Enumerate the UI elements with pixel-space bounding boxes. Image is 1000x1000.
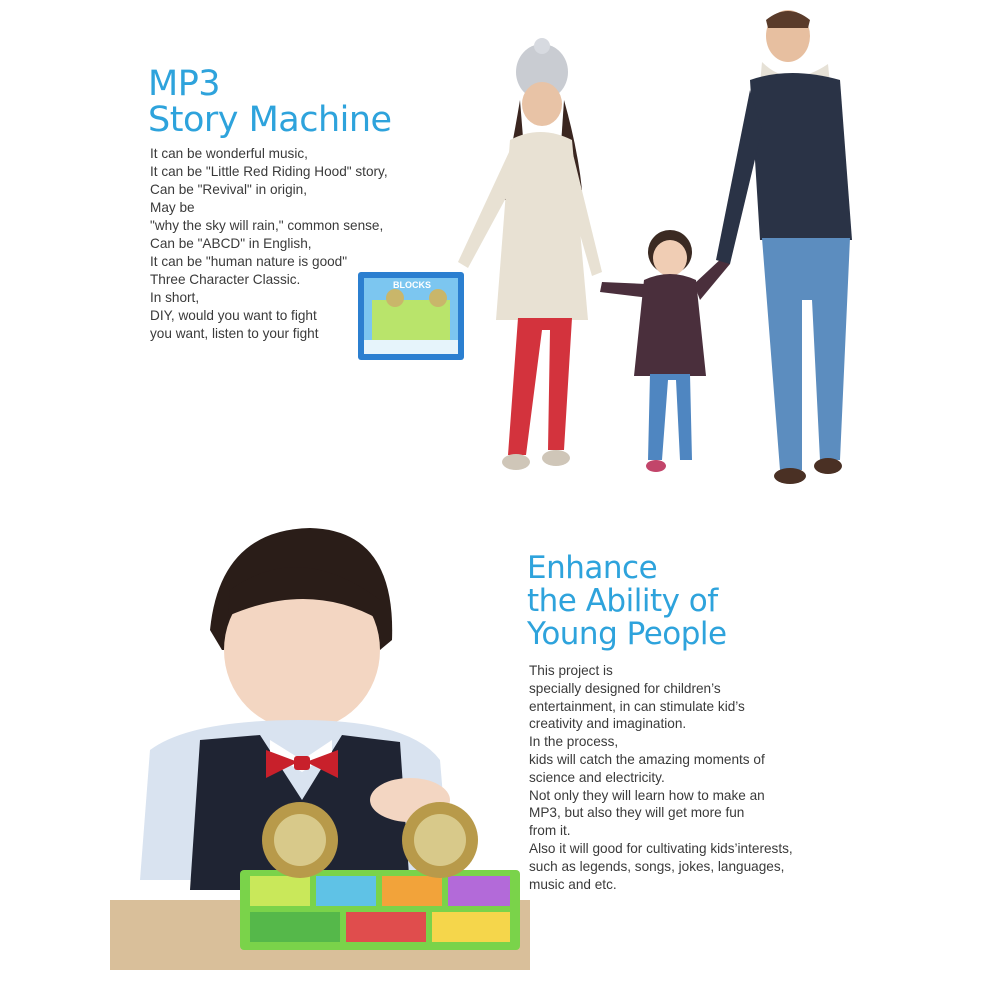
text-line: In short, xyxy=(150,290,200,305)
text-line: Also it will good for cultivating kids’interests, xyxy=(529,840,793,856)
title-line-1: Enhance xyxy=(527,550,658,586)
text-line: science and electricity. xyxy=(529,769,665,785)
boy-with-circuit-blocks-photo xyxy=(110,520,530,980)
title-line-3: Young People xyxy=(527,616,727,652)
text-line: Can be "ABCD" in English, xyxy=(150,236,312,251)
man-figure xyxy=(716,10,852,484)
text-line: creativity and imagination. xyxy=(529,716,687,732)
text-line: May be xyxy=(150,200,195,215)
text-line: kids will catch the amazing moments of xyxy=(529,751,765,767)
text-line: It can be "human nature is good" xyxy=(150,254,348,269)
text-line: MP3, but also they will get more fun xyxy=(529,805,745,821)
text-line: from it. xyxy=(529,823,571,839)
girl-figure xyxy=(600,230,730,472)
woman-figure xyxy=(458,38,602,470)
text-line: entertainment, in can stimulate kid’s xyxy=(529,698,745,714)
text-line: Not only they will learn how to make an xyxy=(529,787,765,803)
title-line-2: the Ability of xyxy=(527,583,718,619)
product-box xyxy=(358,272,464,360)
section-title xyxy=(527,552,727,651)
text-line: Can be "Revival" in origin, xyxy=(150,182,307,197)
text-line: Three Character Classic. xyxy=(150,272,301,287)
text-line: This project is xyxy=(529,663,613,678)
box-brand-text: BLOCKS xyxy=(393,280,431,290)
text-line: In the process, xyxy=(529,734,619,750)
title-line-2: Story Machine xyxy=(148,100,392,140)
section-enhance-ability xyxy=(0,500,1000,1000)
text-line: music and etc. xyxy=(529,876,617,892)
text-line: DIY, would you want to fight xyxy=(150,308,317,323)
text-line: "why the sky will rain," common sense, xyxy=(150,218,384,233)
title-line-1: MP3 xyxy=(148,64,221,104)
text-line: It can be wonderful music, xyxy=(150,146,308,161)
text-line: It can be "Little Red Riding Hood" story, xyxy=(150,164,388,179)
text-line: specially designed for children’s xyxy=(529,680,721,696)
description-text xyxy=(529,662,793,893)
family-photo xyxy=(350,0,870,500)
text-line: you want, listen to your fight xyxy=(150,326,319,341)
text-line: such as legends, songs, jokes, languages, xyxy=(529,858,785,874)
